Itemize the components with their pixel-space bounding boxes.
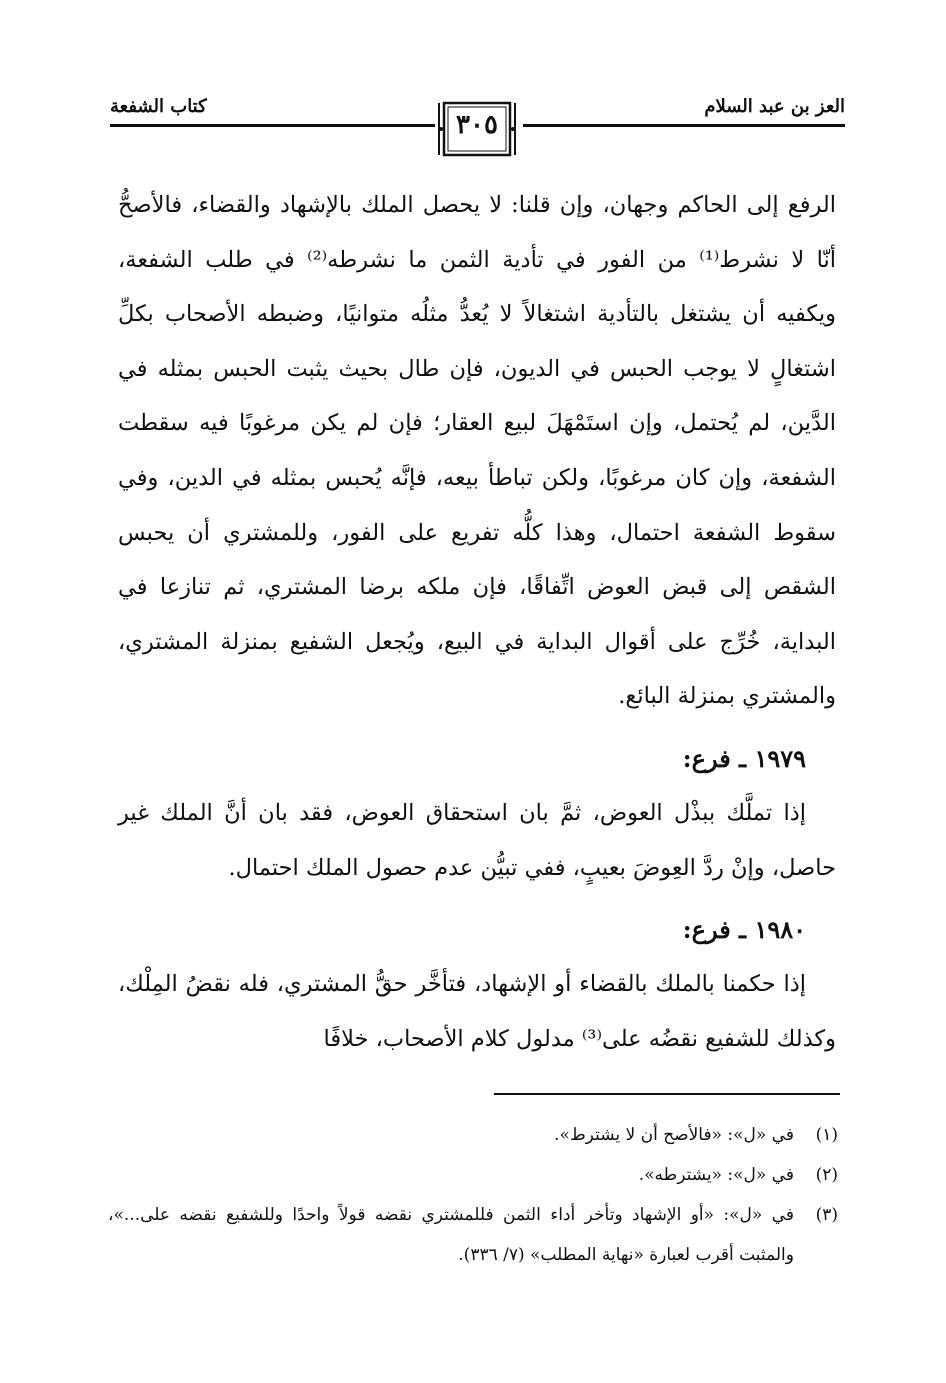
- footnote-text: في «ل»: «فالأصح أن لا يشترط».: [554, 1125, 794, 1145]
- footnote-2: [108, 1155, 838, 1195]
- footnote-1: [108, 1115, 838, 1155]
- branch-heading-1979: ١٩٧٩ ـ فرع:: [682, 743, 806, 773]
- header-rule-left: [110, 124, 435, 127]
- page-number: ٣٠٥: [456, 110, 498, 140]
- paragraph-2: إذا تملَّك ببذْل العوض، ثمَّ بان استحقاق العوض، فقد بان أنَّ الملك غير حاصل، وإنْ ردَّ العِوضَ بعيبٍ، ففي تبيُّن عدم حصول الملك احتمال.: [118, 799, 836, 881]
- header-section: كتاب الشفعة: [110, 96, 207, 117]
- running-header: [110, 86, 845, 176]
- footnote-separator: [494, 1093, 840, 1095]
- footnote-number: (٣): [815, 1205, 838, 1225]
- footnote-text: في «ل»: «يشترطه».: [638, 1165, 794, 1185]
- page-number-frame: [438, 100, 516, 158]
- footnotes: [108, 1115, 838, 1275]
- branch-heading-1980: ١٩٨٠ ـ فرع:: [682, 915, 806, 945]
- footnote-3: [108, 1195, 838, 1275]
- footnote-number: (٢): [815, 1165, 838, 1185]
- paragraph-3: إذا حكمنا بالملك بالقضاء أو الإشهاد، فتأخَّر حقُّ المشتري، فله نقضُ المِلْك، وكذلك للشفيع نقضُه على⁽³⁾ مدلول كلام الأصحاب، خلافًا: [118, 971, 836, 1052]
- paragraph-1: الرفع إلى الحاكم وجهان، وإن قلنا: لا يحصل الملك بالإشهاد والقضاء، فالأصحُّ أنّا لا نشرط⁽¹⁾ من الفور في تأدية الثمن ما نشرطه⁽²⁾ في طلب الشفعة، ويكفيه أن يشتغل بالتأدية اشتغالاً لا يُعدُّ مثلُه متوانيًا، وضبطه الأصحاب بكلِّ اشتغالٍ لا يوجب الحبس في الديون، فإن طال بحيث يثبت الحبس بمثله في الدَّين، لم يُحتمل، وإن استَمْهَلَ لبيع العقار؛ فإن لم يكن مرغوبًا فيه سقطت الشفعة، وإن كان مرغوبًا، ولكن تباطأ بيعه، فإنَّه يُحبس بمثله في الدين، وفي سقوط الشفعة احتمال، وهذا كلُّه تفريع على الفور، وللمشتري أن يحبس الشقص إلى قبض العوض اتِّفاقًا، فإن ملكه برضا المشتري، ثم تنازعا في البداية، خُرِّج على أقوال البداية في البيع، ويُجعل الشفيع بمنزلة المشتري، والمشتري بمنزلة البائع.: [118, 192, 836, 710]
- main-text: [118, 178, 836, 1066]
- footnote-number: (١): [815, 1125, 838, 1145]
- header-rule-right: [523, 124, 845, 127]
- footnote-text: في «ل»: «أو الإشهاد وتأخر أداء الثمن فللمشتري نقضه قولاً واحدًا وللشفيع نقضه على...»، والمثبت أقرب لعبارة «نهاية المطلب» (٧/ ٣٣٦).: [108, 1205, 794, 1265]
- header-author: العز بن عبد السلام: [704, 96, 845, 117]
